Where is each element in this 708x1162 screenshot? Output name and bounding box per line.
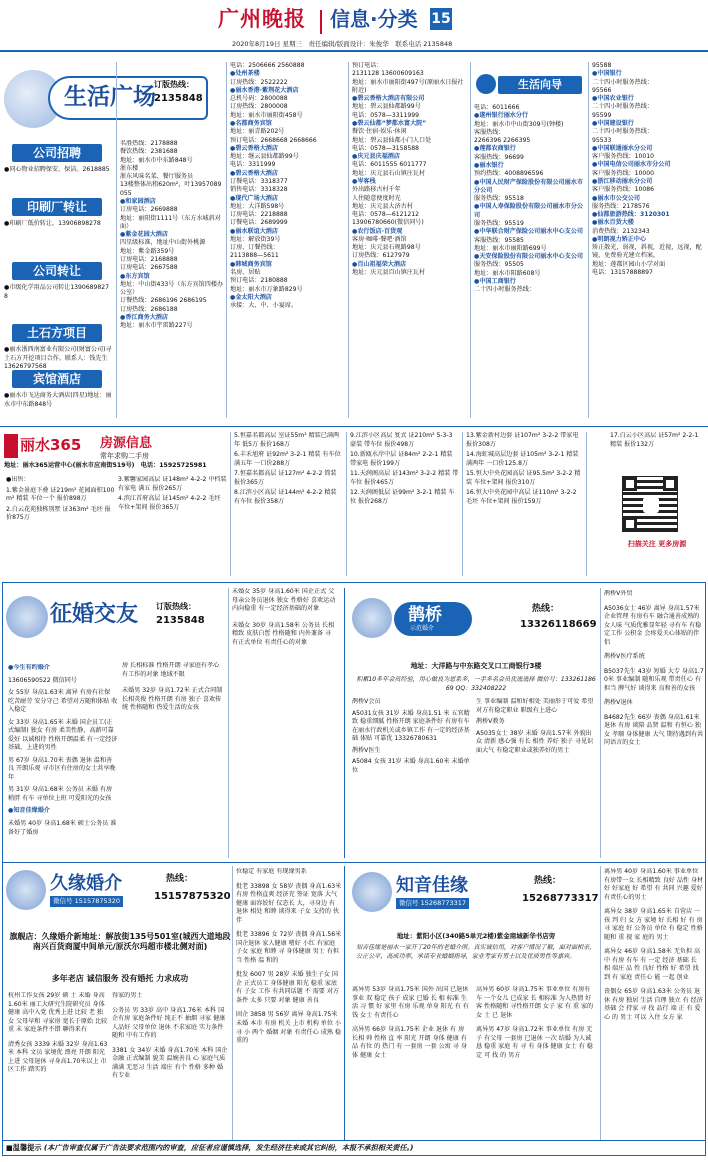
listing-line: ●莲都农商银行 (474, 145, 516, 153)
listing-line: 男 31岁 身高1.68米 公务员 未婚 有房 稍胖 有车 寻单位上班 可爱阳光的女孩 (8, 786, 113, 802)
listing-line: 地址：碧云县仙都路99号 (352, 103, 421, 111)
listing-line: A5084 女孩 31岁 未婚 身高1.60米 未婚单位 (352, 758, 470, 774)
house-listing: 9.江滨小区高层 复式 证210m² 5-3-3 豪装 带车位 报价498万 (350, 432, 453, 448)
listing-line: ●岑客栈 (352, 177, 376, 185)
house-logo: 丽水365 (20, 436, 82, 454)
graduation-cap-icon (6, 596, 48, 638)
block-company-transfer (4, 262, 112, 310)
listing-line: 客服热线：95585 (474, 236, 524, 244)
listing-line: 鹊桥V会员 (352, 698, 381, 705)
listing-line: 杭州工作女孩 29岁 硕 士 未婚 身高1.60米 丽工大研究生院研究员 身体健康 高中入党 优秀上进 比较 老 独女 父母早和 寻家房 宽长于原始 比较重 未 家庭条件不错 聊得来有 (8, 992, 108, 1034)
listing-line: 客户服务热线：10086 (592, 186, 655, 194)
house-listing: 4.滨江首府高层 证145m² 4-2-2 毛坯 车位+架间 报价365万 (118, 495, 221, 511)
listing-line: 服务热线：2178576 (592, 202, 650, 210)
house-title: 房源信息 (100, 436, 153, 451)
block-printing-transfer (4, 198, 112, 246)
listing-line: 二十四小时服务热线： (474, 286, 535, 294)
listing-column-services (592, 62, 704, 418)
listing-line: 预约热线：4008896596 (474, 170, 544, 178)
block-label: 土石方项目 (12, 324, 102, 342)
graduation-cap-icon (352, 598, 392, 638)
listing-line: 服务热线：95519 (474, 219, 524, 227)
qr-caption: 扫描关注 更多房源 (627, 540, 687, 548)
divider (230, 432, 231, 576)
marriage-hotline: 2135848 (156, 615, 205, 626)
house-listing: 16.恒大中央花园中高层 证110m² 3-2-2 毛坯 车位+架间 报价159万 (466, 489, 577, 505)
listing-line: 餐饮热线：2381688 (120, 148, 178, 156)
masthead-paper-name: 广州晚报 (218, 6, 306, 31)
listing-line: ●碧云香格大酒店有限公司 (352, 95, 425, 103)
listing-line: 批老 33898 女 58岁 丧偶 身高1.63米 有房 性格直爽 经济充 签证 宽落 大气 健康 面容姣好 仪态长 大，寻身边 有 退休 相处 和睦 谈得来 子女 支持的 伙伴 (236, 882, 342, 924)
listing-line: 预订电话：2668668 2668666 (230, 136, 317, 144)
listing-line: 地址：丽水市丽阳路699号 (474, 244, 547, 252)
listing-line: 鹊桥V退休 (604, 699, 633, 707)
jiuyuan-service: 多年老店 诚信服务 没有婚托 力求成功 (51, 974, 189, 983)
listing-line: B5037先生 43岁 短婚 大专 身高1.70米 事业编制 随和乐观 带责任心 有担当 脾气好 谈得来 良和善的女孩 (604, 667, 704, 692)
listing-line: 房 长相标准 性格开朗 寻家庭有孝心 有工作的对象 地域不限 (122, 662, 220, 678)
listing-line: ●碧云仙都“梦都水富大院” (352, 119, 427, 127)
divider (348, 62, 349, 418)
listing-line: 浙东楼 (120, 164, 139, 172)
listing-line: ●和家园酒店 (120, 197, 156, 205)
marriage-col-a (8, 664, 118, 854)
listing-line: 消费热线：2132343 (592, 227, 650, 235)
listing-line: ●明朗视力矫正中心 (592, 235, 647, 243)
listing-line: 地址：丽青路202号 (230, 128, 285, 136)
house-listing: 12.天润阁低层 证99m² 3-2-1 精装 车位 报价268万 (350, 489, 455, 505)
house-list-col-5 (466, 432, 584, 576)
jiuyuan-col-b (112, 992, 228, 1138)
listing-line: ●中国联通丽水分公司 (592, 144, 653, 152)
listing-line: 95599 (592, 111, 612, 119)
divider (226, 62, 227, 418)
divider (344, 866, 345, 1140)
listing-line: ●农行饭店·百货观 (352, 227, 403, 235)
zhiyin-col-b (476, 986, 596, 1138)
divider (346, 432, 347, 576)
listing-line: 地址：庆元县石规路98号 (352, 244, 421, 252)
listing-line: ●中国电信公司丽水市分公司 (592, 161, 671, 169)
listing-line: 订餐电话：3318377 (230, 177, 288, 185)
zhiyin-col-c (604, 868, 704, 1138)
listing-line: 离异男 47岁 身高1.72米 事业单位 有房 无子 有父母 一套房 已退休 一次 结婚 为人诚恳 稳重 家庭 有 寻 有 身体 健康 女士 有 稳定 可 找 的 男方 (476, 1026, 593, 1059)
listing-line: 13楼整体出租620m²，叶13957089055 (120, 181, 222, 197)
listing-line: ●庆元县庆福酒店 (352, 153, 400, 161)
listing-line: 订房热线：2522222 (230, 78, 288, 86)
listing-line: 95588 (592, 62, 612, 69)
house-listing: 10.新瓯水岸中层 证84m² 2-2-1 精装 带家电 报价199万 (350, 451, 453, 467)
listing-line: 95566 (592, 86, 612, 94)
listing-line: 承接：大、中、小宴席。 (230, 302, 298, 310)
marriage-header (6, 590, 216, 644)
listing-line: ●丽水百货大楼 (592, 219, 634, 227)
listing-line: ●碧云香格大酒店 (230, 144, 278, 152)
block-text: ●同心物业招聘保安、保洁。2618885 (4, 166, 110, 173)
listing-line: 二十四小时服务热线： (592, 103, 653, 111)
block-earthwork (4, 324, 112, 374)
listing-column-hotels-2 (230, 62, 346, 418)
listing-line: 丧偶女 65岁 身高1.63米 公务员 退休 有房 独居 生活 自理 独立 有 经济 基础 会 持家 寻 找 品行 端 正 有 爱心 的 男士 可以 入住 女方 家 (604, 988, 703, 1021)
listing-line: ●浙江移动丽水分公司 (592, 177, 653, 185)
listing-line: 电话：0578—3158588 (352, 144, 420, 152)
listing-line: 订餐电话：2689999 (230, 219, 288, 227)
life-plaza-blocks (4, 144, 112, 420)
listing-line: ●天安保险股份有限公司丽水中心支公司 (474, 253, 583, 261)
listing-line: 订房电话：2168888 (120, 255, 178, 263)
section-divider (0, 426, 708, 427)
listing-line: 地址：庆元县大济古村 (352, 202, 413, 210)
divider (586, 432, 587, 576)
listing-line: 未婚女 30岁 身高1.58米 公务员 长相精致 皮肤白皙 性格随和 内外兼备 寻有正式单位 有责任心的对象 (232, 621, 335, 646)
listing-line: 地址：大洋路598号 (230, 202, 285, 210)
house-list-col-4 (350, 432, 460, 576)
marriage-col-c (232, 588, 336, 858)
divider (470, 62, 471, 418)
magpie-col-a (352, 698, 470, 858)
listing-line: 95533 (592, 136, 612, 144)
house-listing: 15.恒大中央花园高层 证95.5m² 3-2-2 精装 车位+架间 报价310万 (466, 470, 581, 486)
listing-line: 女 55岁 身高1.63米 离异 有房有社保 吃苦耐劳 安分守己 希望对方随和体贴 收入稳定 (8, 689, 118, 714)
block-company-recruit (4, 144, 112, 192)
life-guide-title: 生活向导 (498, 76, 582, 94)
qr-code-image (622, 476, 678, 532)
zhiyin-title: 知音佳缘 (396, 875, 468, 896)
marriage-col-b (122, 662, 226, 852)
listing-line: 地址：庆元县石山镇庄瓦村 (352, 169, 426, 177)
listing-line: 名房、居贴 (230, 269, 261, 277)
listing-line: ●丽水市公交公司 (592, 194, 640, 202)
zhiyin-wechat: 微信号 15268773317 (396, 898, 469, 909)
divider (600, 588, 601, 858)
house-listing: 2.白云花苑独栋别墅 证363m² 毛坯 报价875万 (6, 505, 111, 522)
listing-line: 地址：丽水市中山街309号(钟楼) (474, 120, 564, 128)
listing-line: 地址：莲都区园山小学对面 (592, 260, 666, 268)
listing-line: 销售电话：3318328 (230, 186, 288, 194)
masthead-meta: 2020年8月19日 星期三 责任编辑/版面设计：朱俊华 联系电话 2135848 (232, 40, 453, 48)
listing-line: 鹊桥V医疗系统 (604, 653, 645, 661)
listing-line: ●丽水银行 (474, 161, 504, 169)
listing-line: ●丽水联谊大酒店 (230, 227, 278, 235)
listing-line: A5031女孩 31岁 未婚 身高1.51 米 五官精致 稳重细腻 性格开朗 家庭条件好 有房有车 在丽水行政机关或乡镇工作 有一定的经济基础 体贴 可靠优 13326780631 (352, 709, 470, 743)
listing-line: 高异男 66岁 身高1.75米 企业 退休 有 房 长相 帅 性格 直 率 阳光 开朗 身体 健康 有品 有位 的 热门 有 一套房 一套 公寓 寻 身体 健康 女士 (352, 1026, 467, 1059)
listing-line: ●香江商务大酒店 (120, 313, 168, 321)
listing-line: 总机号码：2800088 (230, 95, 288, 103)
listing-line: 预订电话： (352, 62, 383, 69)
house-list-col-3 (234, 432, 344, 576)
listing-line: ●现代广场大酒店 (230, 194, 278, 202)
listing-line: ●金太阳大酒店 (230, 293, 272, 301)
jiuyuan-header (6, 866, 232, 918)
masthead (0, 0, 708, 52)
listing-line: 订房电话：2669888 (120, 206, 178, 214)
life-plaza-hotline-label: 订版热线： (154, 80, 194, 89)
block-label: 印刷厂转让 (12, 198, 102, 216)
listing-line: ●名都商务宾馆 (230, 119, 272, 127)
listing-line: 男 67岁 身高1.70米 丧偶 退休 温和善良 开朗乐观 寻市区有住房的女士共享晚年 (8, 756, 116, 781)
listing-line: ●中国工商银行 (474, 277, 516, 285)
listing-line: ●中国人民财产保险股份有限公司丽水市分公司 (474, 178, 583, 194)
jiuyuan-hotline: 15157875320 (154, 891, 231, 902)
house-listing: 14.海虹城高层边套 证105m² 3-2-1 精装 满两年 一口价125.8万 (466, 451, 579, 467)
zhiyin-hotline: 15268773317 (522, 893, 599, 904)
notice-bar (6, 1143, 706, 1157)
listing-line: ●仙都旅游热线：3120301 (592, 211, 670, 219)
divider (588, 62, 589, 418)
listing-line: 二十四小时服务热线： (592, 78, 653, 86)
listing-line: 离异女 46岁 身高1.58米 无负担 高中 有房 有车 有 一定 经济 基础 长 相 端庄 品 性 良好 性格 好 希望 找 到 有 家庭 责任心 能 一起 创业 (604, 948, 701, 981)
masthead-divider (320, 10, 322, 34)
listing-line: 批老 33896 女 72岁 丧偶 身高1.56米 国企退休 家人健康 嗜好 小红 有家庭 子女 家庭 和睦 寻 身体健康 男士 有担当 性格 温 和的 (236, 931, 342, 964)
listing-line: 地址：丽水市丽阳街458号 (230, 111, 303, 119)
listing-line: 电话：13157888897 (592, 269, 653, 277)
listing-line: 13606590522 微信同号 (8, 676, 77, 684)
listing-line: 地址：解放街39号 (230, 235, 281, 243)
house-listing: 17.白云小区高层 证57m² 2-2-1 精装 报价132万 (610, 432, 699, 448)
listing-line: ●韩城商务宾馆 (230, 260, 272, 268)
listing-line: 3381 女 34岁 未婚 身高1.70米 本科 国企 金融 正式编制 貌美 温婉善良 心 家庭气质 满满 无恶习 生活 端庄 有个 性格 多种 婚 有专业 (112, 1046, 228, 1080)
house-list-col-1 (6, 476, 116, 576)
listing-column-finance (474, 104, 586, 418)
zhiyin-hotline-label: 热线： (534, 876, 562, 886)
listing-line: 电话：0578—6121212 (352, 211, 420, 219)
listing-line: 13906780660(微信同号) (352, 219, 424, 227)
jiuyuan-hotline-label: 热线： (166, 874, 194, 884)
house-logo-mark (4, 434, 18, 458)
listing-line: 未婚男 32岁 身高1.72米 正式合同制 长相英俊 性格开朗 有房 独子 喜欢传统 性格随和 热爱生活的女孩 (122, 687, 223, 712)
listing-line: 地址：丽水市丽阳街497号(原丽水日报社附近) (352, 78, 464, 94)
listing-line: 客服热线： (474, 128, 505, 136)
listing-line: ●中国银行 (592, 70, 622, 78)
house-listing: 3.紫馨家园高层 证148m² 4-2-2 中档装 有家电 满五 报价265万 (118, 476, 227, 492)
zhiyin-address: 地址：紫阳小区(340路5单元2楼)紫金商城新华书店旁 (396, 932, 556, 940)
house-list-col-6 (610, 432, 706, 472)
listing-line: 服务热线：95518 (474, 195, 524, 203)
listing-column-hotels-3 (352, 62, 468, 418)
listing-line: 高异男 60岁 身高1.75米 事业单位 有房有车 一个女儿 已成家 长 相标准 为人热情 好客 性格随和 寻性格开朗 女子 家 有 重 家的 女 士 已 退休 (476, 986, 594, 1019)
house-listing: 6.丰禾旭府 证92m² 3-2-1 精装 有车位 满五年 一口价288万 (234, 451, 341, 467)
listing-line: 电话：2506666 2560888 (230, 62, 305, 69)
house-listing: 7.恒嘉名都高层 证127m² 4-2-2 简装 报价365万 (234, 470, 337, 486)
life-plaza-title: 生活广场 (64, 84, 156, 110)
listing-line: 四星级标准，地址中山街外桃源 (120, 239, 206, 247)
listing-line: 得家的男士 (112, 992, 143, 999)
guide-icon (476, 74, 496, 94)
listing-line: 批发 6007 男 28岁 未婚 独生子女 国企 正式员工 身体健康 阳光 稳重 家底 有 子女 工作 有共同话题 不 需要 对方条件 太多 只要 对象 健康 善良 (236, 971, 340, 1004)
listing-line: 电话：3311999 (230, 161, 276, 169)
block-text: ●丽水市飞达商务大酒店(四星)地址：丽水市中东路848号 (4, 392, 112, 408)
listing-line: 地址：中山街433号（东方宾馆四楼办公室） (120, 280, 224, 297)
listing-line: 外出路移古村千年 (352, 186, 401, 194)
marriage-hotline-label: 订版热线： (156, 602, 196, 611)
listing-line: 固企 3858 男 56岁 离异 身高1.75米 未婚 本市 有房 机关 上市 机构 单位 小 寻 小 两个 婚姻 对象 有责任心 成熟 稳重的 (236, 1011, 341, 1045)
listing-line: ●百山祖福荣大酒店 (352, 260, 407, 268)
zhiyin-col-a (352, 986, 470, 1138)
listing-line: 订房电话：2218888 (230, 211, 288, 219)
listing-line: ●紫金花园大酒店 (120, 231, 168, 239)
notice-label: ■温馨提示 (6, 1143, 42, 1152)
divider (228, 588, 229, 858)
listing-line: ●东方宾馆 (120, 272, 150, 280)
jiuyuan-col-a (8, 992, 108, 1138)
listing-line: 地址：继云县仙都路99号 (230, 153, 299, 161)
house-listing: 1.紫金景庭下叠 证219m² 花园面积100m² 精装 车位一个 报价898万 (6, 486, 115, 503)
house-listing: 11.天润阁高层 证143m² 3-2-2 精装 带车位 报价465万 (350, 470, 459, 486)
listing-line: 地址：紫金路359号 (120, 247, 175, 255)
listing-line: 清秀女孩 3339 未婚 32岁 身高1.63米 本科 文员 家境优 漂亮 开朗 阳光 上进 父母退休 寻身高1.70米以上 市区工作 踏实的 (8, 1040, 108, 1074)
house-listing: 5.恒嘉名都高层 室证55m² 精装已满两年 低5万 报价168万 (234, 432, 340, 448)
graduation-cap-icon (6, 870, 46, 910)
magpie-title: 鹊桥 (408, 605, 442, 625)
listing-line: 订房热线：6127979 (352, 252, 410, 260)
house-listing: 8.江滨小区高层 证144m² 4-2-2 精装 有车位 报价358万 (234, 489, 337, 505)
listing-line: 订房热线：2686188 (120, 305, 178, 313)
marriage-title: 征婚交友 (50, 602, 139, 627)
block-text: ●印刷厂低价转让，13906898278 (4, 220, 101, 227)
listing-line: 订房、订餐热线： (230, 244, 279, 252)
listing-line: 人住随意便度时光 (352, 194, 401, 202)
graduation-cap-icon (352, 872, 392, 912)
listing-line: 矫正散光，弱视，斜视，近视，远视，配镜，免费验光建立档案。 (592, 244, 702, 260)
listing-line: 名胜热线：2178888 (120, 140, 178, 147)
life-plaza-header (4, 62, 216, 140)
jiuyuan-title: 久缘婚介 (50, 873, 122, 894)
listing-line: 二十四小时服务热线： (592, 128, 653, 136)
jiuyuan-wechat: 微信号 15157875320 (50, 896, 123, 907)
listing-line: 公务员 男 33岁 高中 身高1.76米 本科 国企有房 家庭条件好 纯正不 抽烟 寻家 健康 人品好 父母单位 退休 不求家庭 实力条件 随和 中有工作的 (112, 1006, 226, 1040)
section-divider (2, 1140, 706, 1141)
listing-line: ●中国人寿保险股份有限公司丽水市分公司 (474, 203, 583, 219)
listing-line: 生 事业编制 温和好相处 美丽形于可爱 希望对方有稳定职业 职级有上进心 (476, 698, 594, 714)
listing-line: B4682先生 66岁 丧偶 身高1.61米 退休 有房 谈陪 品贤 温和 有恒心 独女 孝顺 身体健康 大气 期待遇到有共同语言的女士 (604, 713, 704, 747)
house-subtitle: 常年求购二手房 (100, 452, 149, 460)
listing-line: ●今生有约婚介 (8, 664, 50, 671)
listing-line: 服务热线：95505 (474, 261, 524, 269)
listing-line: 地址：丽水市阳路608号 (474, 269, 541, 277)
magpie-hotline-label: 热线： (532, 604, 560, 614)
magpie-col-c (604, 590, 704, 858)
listing-line: 鹊桥V外贸 (604, 590, 633, 597)
listing-line: 离异男 40岁 身高1.60米 事业单位 有房带一女 长相精致 良好 品性 身材 好 好家庭 好 希望 有 共同 兴趣 爱好 有责任心的男士 (604, 868, 704, 901)
listing-line: 位稳定 有家庭 有现缘男系 (236, 868, 307, 875)
listing-line: ●中国建设银行 (592, 119, 634, 127)
block-text: ●市级化学用品公司转让13906898278 (4, 284, 110, 300)
listing-line: 离异女 38岁 身高1.65米 自营店 一孩 判 归 女 方 家境 好 长相 好 有 房 寻 家庭 好 公务员 单位 有 稳定 性格 随和 重 视 家 庭的 男士 (604, 908, 703, 941)
section-divider (2, 862, 706, 863)
listing-line: 浙东风味名菜、餐厅服务员 (120, 173, 194, 181)
magpie-address: 地址：大洋路与中东路交叉口工商银行3楼 (410, 662, 542, 670)
listing-line: ●中国农业银行 (592, 95, 634, 103)
listing-line: A5036女士 46岁 离异 身高1.57米 企业管理 有房有车 融合通善成熟的女人味 气质优雅显年轻 寻有车 有稳定工作 公积金 会疼爱关心体贴的伴侣 (604, 604, 702, 646)
block-label: 公司招聘 (12, 144, 102, 162)
listing-line: 未婚男 40岁 身高1.68米 硕士公务员 准备好了婚房 (8, 819, 117, 836)
listing-line: ●知音佳缘婚介 (8, 807, 50, 815)
listing-line: 餐饮·住宿·娱乐·休闲 (352, 128, 407, 136)
house-address: 地址：丽水365运营中心(丽水市应南街519号) 电话：15925725981 (4, 462, 207, 469)
magpie-subtitle: 示范婚介 (410, 625, 435, 632)
listing-line: 2131128 13600609163 (352, 70, 424, 78)
magpie-slogan: 积累10多年会员经验，用心做良为恩系多，一手多名会员优选选择 微信号：13326118669 QQ：332408222 (356, 676, 596, 692)
listing-line: 地址：丽阳街1111号（东方水城斜对面） (120, 214, 221, 230)
listing-line: 2113888—5611 (230, 252, 279, 260)
listing-line: 预订电话：2180888 (230, 277, 288, 285)
magpie-col-b (476, 698, 596, 858)
block-hotel (4, 370, 112, 420)
listing-line: 客户服务热线：10010 (592, 153, 655, 161)
life-guide-header (476, 72, 586, 102)
jiuyuan-col-c (236, 868, 342, 1138)
listing-line: ●丽水香港·紫荆花大酒店 (230, 86, 299, 94)
jiuyuan-address: 旗舰店：久缘婚介新地址：解放街135号501室(城西大道地段南兴百货商厦中间单元/原沃尔玛超市楼北侧对面) (9, 932, 231, 952)
listing-line: 地址：丽水市万象路829号 (230, 285, 303, 293)
block-text: ●丽水浙西南富业有限公司(财富公司)寻土石方开挖项目合作。联系人：钱先生 13626797568 (4, 346, 112, 371)
block-label: 公司转让 (12, 262, 102, 280)
house-header (4, 432, 230, 476)
divider (344, 588, 345, 858)
listing-line: 客房·咖啡·餐吧·酒馆 (352, 235, 407, 243)
listing-line: 客户服务热线：10000 (592, 169, 655, 177)
listing-line: 订餐热线：2686196 2686195 (120, 297, 207, 305)
listing-line: ●遂州银行丽水分行 (474, 112, 529, 120)
listing-line: 客服热线：96699 (474, 153, 524, 161)
magpie-header (352, 592, 602, 652)
listing-line: 未婚女 35岁 身高1.60米 国企正式 父母亲公务员退休 独女 性格好 喜欢运动 内向稳重 有一定经济基础的对象 (232, 588, 336, 613)
listing-line: 电话：0578—3311999 (352, 111, 420, 119)
listing-line: 地址：丽水市宇雷路227号 (120, 322, 193, 330)
zhiyin-header (352, 866, 602, 922)
listing-line: 2266396 2266395 (474, 137, 531, 145)
masthead-section: 信息·分类 (330, 7, 418, 31)
zhiyin-intro: 知音佳缘是丽水一家开了20年的老婚介所。真实诚信用，对客户情况了解，面对面相亲，公正公平，高成功率，承诺专业婚姻指导，家业考家有男士以及优质男性等嘉宾。 (356, 944, 596, 960)
listing-line: 鹊桥V医生 (352, 746, 381, 754)
page-number: 15 (430, 8, 452, 30)
listing-line: 电话：6011555 6011777 (352, 161, 427, 169)
divider (600, 866, 601, 1140)
life-plaza-hotline: 2135848 (154, 93, 203, 104)
divider (116, 62, 117, 418)
notice-text: (本广告审查仅属于广告法要求范围内的审查，应征者应谨慎选择，发生经济往来或其它纠纷，本报不承担相关责任。) (43, 1143, 414, 1152)
listing-line: 订房热线：2800008 (230, 103, 288, 111)
listing-line: 离异男 53岁 身高1.75米 国外 出国 已退休 事业 双 稳定 孩子 成家 已婚 长 相 标准 生活 习 惯 好 家里 有房 乐观 单身 阳光 有 有 钱 女士 有责任心 (352, 986, 469, 1019)
divider (462, 432, 463, 576)
listing-line: ●中华联合财产保险公司丽水中心支公司 (474, 228, 583, 236)
house-listing: ●出售： (6, 476, 30, 483)
listing-line: ●碧云香格大酒店 (230, 169, 278, 177)
magpie-hotline: 13326118669 (520, 619, 597, 630)
block-label: 宾馆酒店 (12, 370, 102, 388)
listing-column-hotels-1 (120, 140, 224, 418)
listing-line: 女 33岁 身高1.65米 未婚 国企员工(正式编制) 独女 有房 柔美性静，高薪可靠 爱好 以诚相待 性格开朗温柔 有一定经济基础，上进的男性 (8, 718, 118, 752)
listing-line: 地址：庆元县百山镇庄瓦村 (352, 269, 426, 277)
listing-line: 地址：丽水市中东路848号 (120, 156, 193, 164)
listing-line: 电话：6011666 (474, 104, 520, 111)
listing-line: 鹊桥V教务 (476, 718, 505, 726)
listing-line: ●处州茶楼 (230, 70, 260, 78)
house-list-col-2 (118, 476, 228, 576)
listing-line: 订房电话：2667588 (120, 264, 178, 272)
listing-line: A5035女士 38岁 未婚 身高1.57米 外貌出众 清新 感心强 有长 相性 养好 独子 寻见识面大气 有稳定职业或独养好的男士 (476, 729, 594, 754)
divider (232, 866, 233, 1140)
house-listing: 13.紫金新村边套 证107m² 3-2-2 带家电 报价308万 (466, 432, 579, 448)
listing-line: 地址：碧云县仙都小门人口处 (352, 136, 432, 144)
masthead-rule (0, 50, 708, 52)
